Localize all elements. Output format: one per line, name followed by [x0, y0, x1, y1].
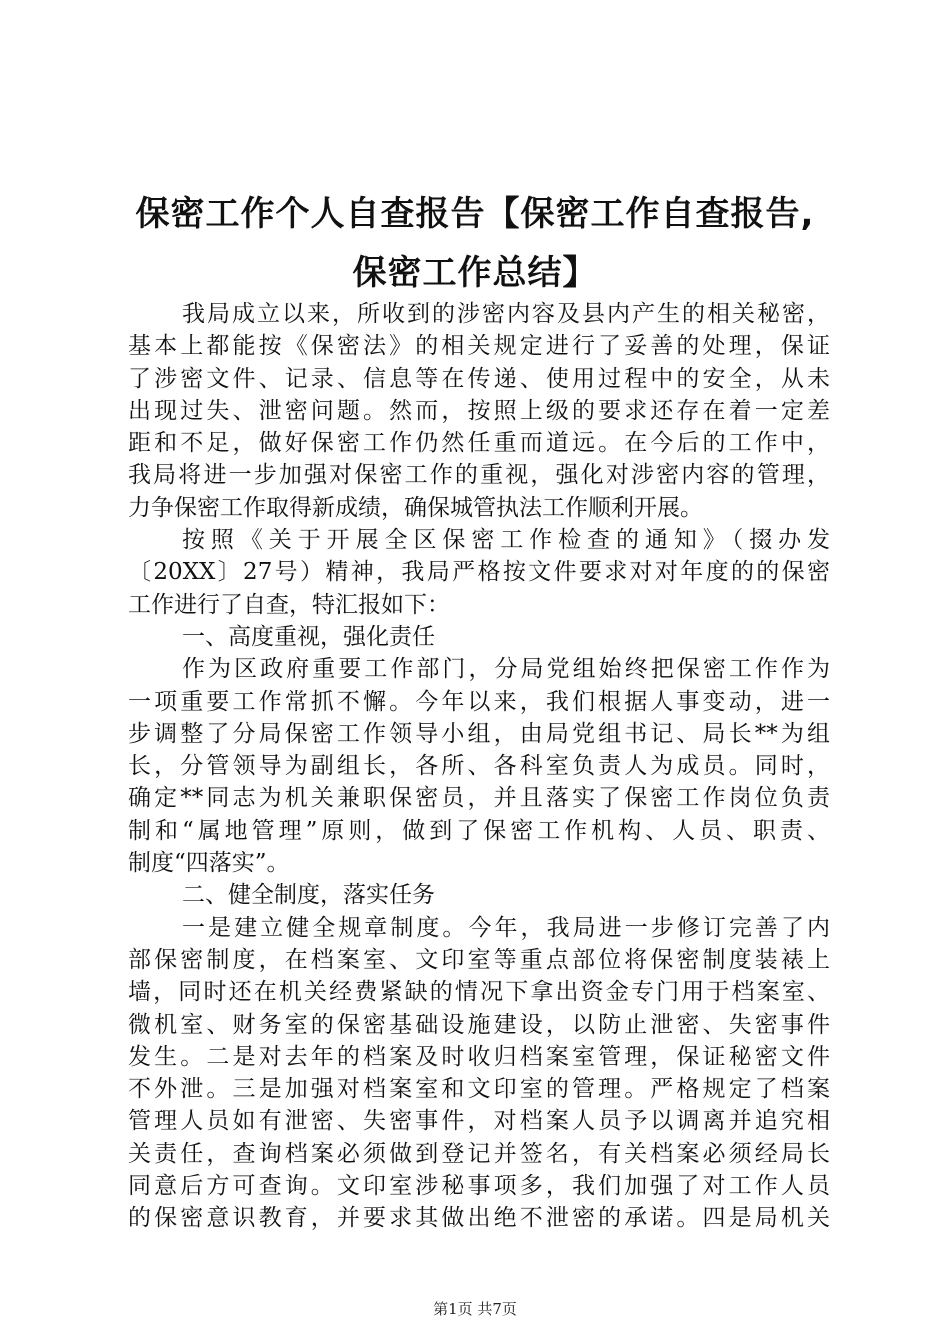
- body-text-line: 微机室、财务室的保密基础设施建设，以防止泄密、失密事件: [128, 1011, 830, 1038]
- document-title-line-2: 保密工作总结】: [352, 253, 598, 293]
- body-text-line: 部保密制度，在档案室、文印室等重点部位将保密制度装裱上: [128, 946, 830, 973]
- body-text-line: 同意后方可查询。文印室涉秘事项多，我们加强了对工作人员: [128, 1173, 830, 1200]
- body-text-line: 了涉密文件、记录、信息等在传递、使用过程中的安全，从未: [128, 365, 830, 392]
- body-text-line: 〔20XX〕27号）精神，我局严格按文件要求对对年度的的保密: [128, 559, 830, 586]
- body-text-line: 按照《关于开展全区保密工作检查的通知》（掇办发: [182, 527, 830, 554]
- body-text-line: 一项重要工作常抓不懈。今年以来，我们根据人事变动，进一: [128, 688, 830, 715]
- body-text-line: 的保密意识教育，并要求其做出绝不泄密的承诺。四是局机关: [128, 1205, 830, 1232]
- body-text-line: 我局将进一步加强对保密工作的重视，强化对涉密内容的管理，: [128, 462, 830, 489]
- body-text-line: 一是建立健全规章制度。今年，我局进一步修订完善了内: [182, 914, 830, 941]
- section-heading: 二、健全制度，落实任务: [182, 882, 435, 909]
- body-text-line: 工作进行了自查，特汇报如下：: [128, 591, 450, 618]
- body-text-line: 步调整了分局保密工作领导小组，由局党组书记、局长**为组: [128, 720, 830, 747]
- body-text-line: 基本上都能按《保密法》的相关规定进行了妥善的处理，保证: [128, 333, 830, 360]
- body-text-line: 关责任，查询档案必须做到登记并签名，有关档案必须经局长: [128, 1140, 830, 1167]
- document-title-line-1: 保密工作个人自查报告【保密工作自查报告,: [135, 194, 815, 234]
- document-body: [128, 298, 830, 1235]
- body-text-line: 距和不足，做好保密工作仍然任重而道远。在今后的工作中，: [128, 430, 830, 457]
- section-heading: 一、高度重视，强化责任: [182, 623, 435, 650]
- body-text-line: 力争保密工作取得新成绩，确保城管执法工作顺利开展。: [128, 494, 703, 521]
- body-text-line: 制和“属地管理”原则，做到了保密工作机构、人员、职责、: [128, 817, 830, 844]
- body-text-line: 出现过失、泄密问题。然而，按照上级的要求还存在着一定差: [128, 397, 830, 424]
- body-text-line: 发生。二是对去年的档案及时收归档案室管理，保证秘密文件: [128, 1043, 830, 1070]
- body-text-line: 长，分管领导为副组长，各所、各科室负责人为成员。同时，: [128, 753, 830, 780]
- body-text-line: 确定**同志为机关兼职保密员，并且落实了保密工作岗位负责: [128, 785, 830, 812]
- body-text-line: 不外泄。三是加强对档案室和文印室的管理。严格规定了档案: [128, 1076, 830, 1103]
- body-text-line: 制度“四落实”。: [128, 850, 290, 877]
- body-text-line: 作为区政府重要工作部门，分局党组始终把保密工作作为: [182, 656, 830, 683]
- page-footer: 第1页 共7页: [433, 1300, 517, 1318]
- body-text-line: 墙，同时还在机关经费紧缺的情况下拿出资金专门用于档案室、: [128, 979, 830, 1006]
- body-text-line: 我局成立以来，所收到的涉密内容及县内产生的相关秘密，: [182, 301, 830, 327]
- body-text-line: 管理人员如有泄密、失密事件，对档案人员予以调离并追究相: [128, 1108, 830, 1135]
